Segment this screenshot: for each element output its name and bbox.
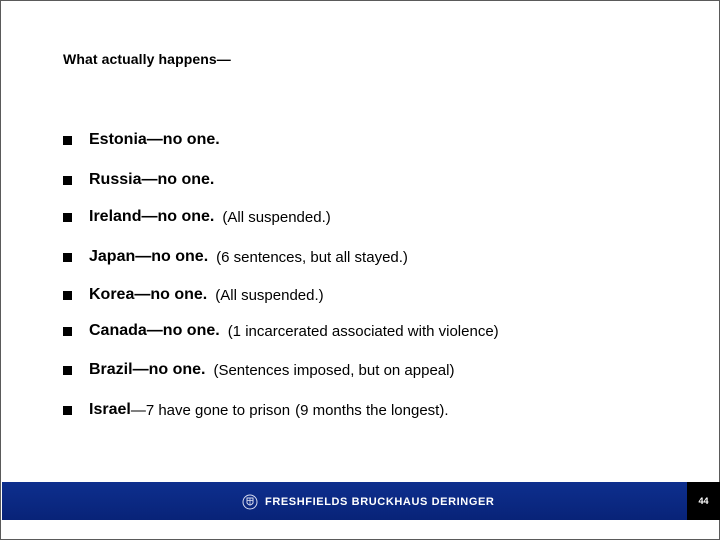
dash: — bbox=[141, 171, 158, 188]
square-bullet-icon bbox=[63, 136, 72, 145]
dash: — bbox=[146, 322, 163, 339]
bullet-item-israel bbox=[63, 398, 449, 422]
note-text: (Sentences imposed, but on appeal) bbox=[213, 361, 455, 379]
square-bullet-icon bbox=[63, 406, 72, 415]
footer-bar bbox=[2, 482, 720, 520]
bullet-list bbox=[1, 1, 720, 441]
bullet-item-japan bbox=[63, 245, 408, 269]
country-name: Ireland bbox=[89, 208, 142, 225]
square-bullet-icon bbox=[63, 176, 72, 185]
outcome-text: no one. bbox=[151, 248, 209, 265]
outcome-text: 7 have gone to prison bbox=[145, 401, 291, 419]
outcome-text: no one. bbox=[162, 131, 220, 148]
dash: — bbox=[141, 208, 158, 225]
square-bullet-icon bbox=[63, 213, 72, 222]
firm-name: FRESHFIELDS BRUCKHAUS DERINGER bbox=[265, 496, 495, 508]
country-name: Korea bbox=[89, 286, 135, 303]
outcome-text: no one. bbox=[157, 208, 215, 225]
country-name: Brazil bbox=[89, 361, 133, 378]
country-name: Canada bbox=[89, 322, 147, 339]
bullet-item-korea bbox=[63, 283, 324, 307]
bullet-item-ireland bbox=[63, 205, 331, 229]
square-bullet-icon bbox=[63, 327, 72, 336]
country-name: Israel bbox=[89, 401, 131, 418]
dash: — bbox=[132, 361, 149, 378]
square-bullet-icon bbox=[63, 366, 72, 375]
country-name: Russia bbox=[89, 171, 142, 188]
note-text: (6 sentences, but all stayed.) bbox=[216, 248, 408, 266]
country-name: Japan bbox=[89, 248, 136, 265]
outcome-text: no one. bbox=[148, 361, 206, 378]
firm-logo bbox=[242, 491, 494, 513]
dash: — bbox=[130, 401, 146, 419]
note-text: (9 months the longest). bbox=[295, 401, 449, 419]
note-text: (All suspended.) bbox=[215, 286, 324, 304]
crest-icon bbox=[242, 492, 258, 512]
dash: — bbox=[134, 286, 151, 303]
bullet-item-canada bbox=[63, 319, 499, 343]
square-bullet-icon bbox=[63, 291, 72, 300]
bullet-item-russia bbox=[63, 168, 214, 192]
dash: — bbox=[135, 248, 152, 265]
outcome-text: no one. bbox=[162, 322, 220, 339]
outcome-text: no one. bbox=[150, 286, 208, 303]
page-number-box bbox=[687, 482, 720, 520]
square-bullet-icon bbox=[63, 253, 72, 262]
bullet-item-estonia bbox=[63, 128, 220, 152]
page-number: 44 bbox=[698, 496, 709, 506]
country-name: Estonia bbox=[89, 131, 147, 148]
bullet-item-brazil bbox=[63, 358, 454, 382]
dash: — bbox=[146, 131, 163, 148]
note-text: (1 incarcerated associated with violence) bbox=[227, 322, 499, 340]
outcome-text: no one. bbox=[157, 171, 215, 188]
note-text: (All suspended.) bbox=[222, 208, 331, 226]
slide-title: What actually happens— bbox=[63, 51, 231, 67]
